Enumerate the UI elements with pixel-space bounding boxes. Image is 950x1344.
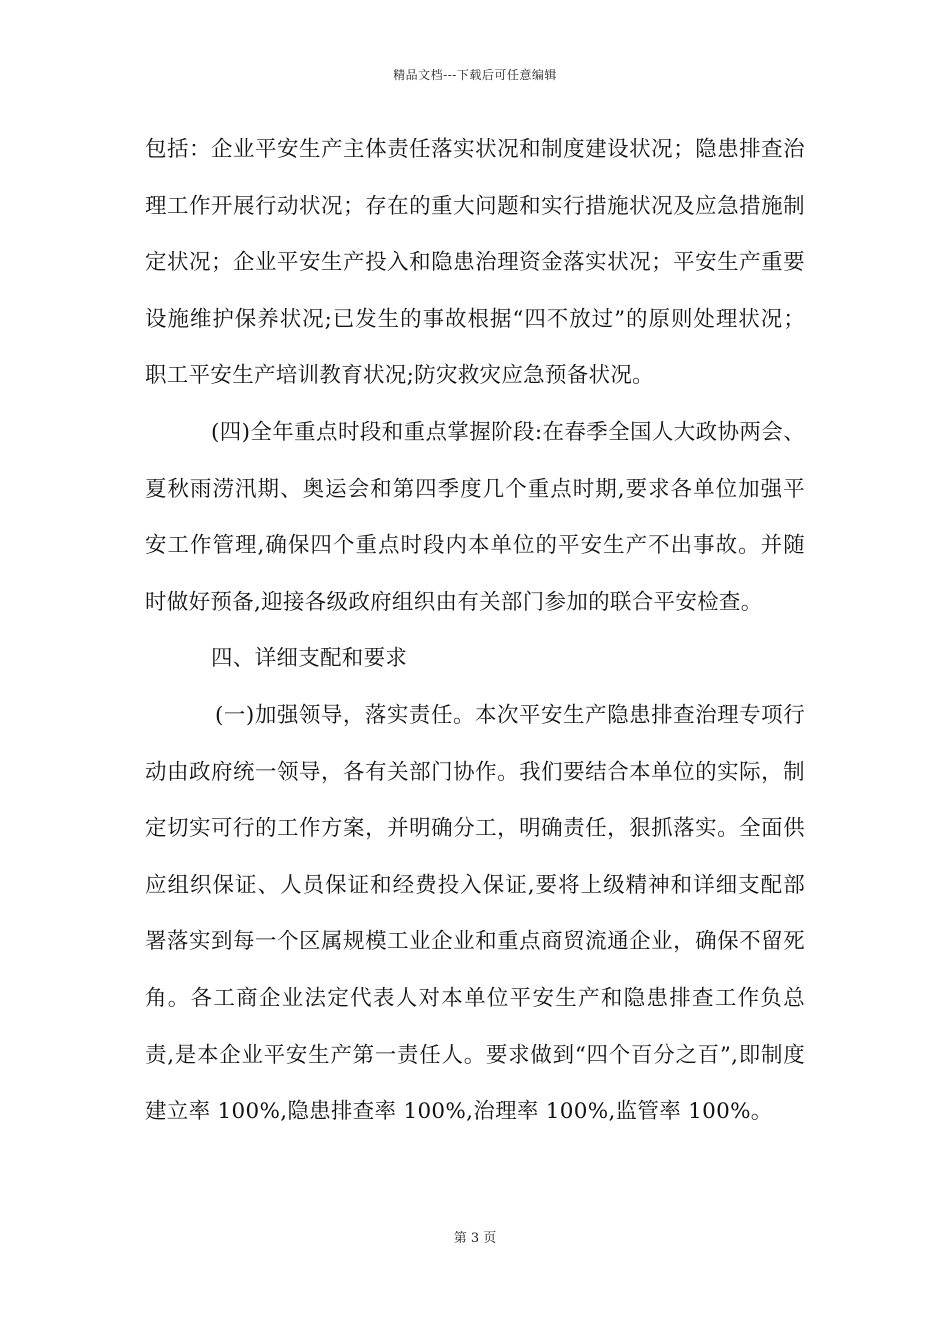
section-heading-arrangements: 四、详细支配和要求 (211, 646, 408, 672)
page-header: 精品文档---下载后可任意编辑 (393, 68, 557, 82)
document-body (145, 122, 805, 1141)
paragraph-inspection-contents: 包括：企业平安生产主体责任落实状况和制度建设状况；隐患排查治理工作开展行动状况；存在的重大问题和实行措施状况及应急措施制定状况；企业平安生产投入和隐患治理资金落实状况；平安生产重要设施维护保养状况;已发生的事故根据“四不放过”的原则处理状况；职工平安生产培训教育状况;防灾救灾应急预备状况。 (145, 137, 805, 389)
page-number: 第 3 页 (453, 1231, 497, 1246)
paragraph-key-periods: (四)全年重点时段和重点掌握阶段:在春季全国人大政协两会、夏秋雨涝汛期、奥运会和第四季度几个重点时期,要求各单位加强平安工作管理,确保四个重点时段内本单位的平安生产不出事故。并随时做好预备,迎接各级政府组织由有关部门参加的联合平安检查。 (145, 419, 805, 615)
paragraph-leadership-responsibility: (一)加强领导，落实责任。本次平安生产隐患排查治理专项行动由政府统一领导，各有关部门协作。我们要结合本单位的实际，制定切实可行的工作方案，并明确分工，明确责任，狠抓落实。全面供应组织保证、人员保证和经费投入保证,要将上级精神和详细支配部署落实到每一个区属规模工业企业和重点商贸流通企业，确保不留死角。各工商企业法定代表人对本单位平安生产和隐患排查工作负总责,是本企业平安生产第一责任人。要求做到“四个百分之百”,即制度建立率 100%,隐患排查率 100%,治理率 100%,监管率 100%。 (145, 702, 805, 1125)
